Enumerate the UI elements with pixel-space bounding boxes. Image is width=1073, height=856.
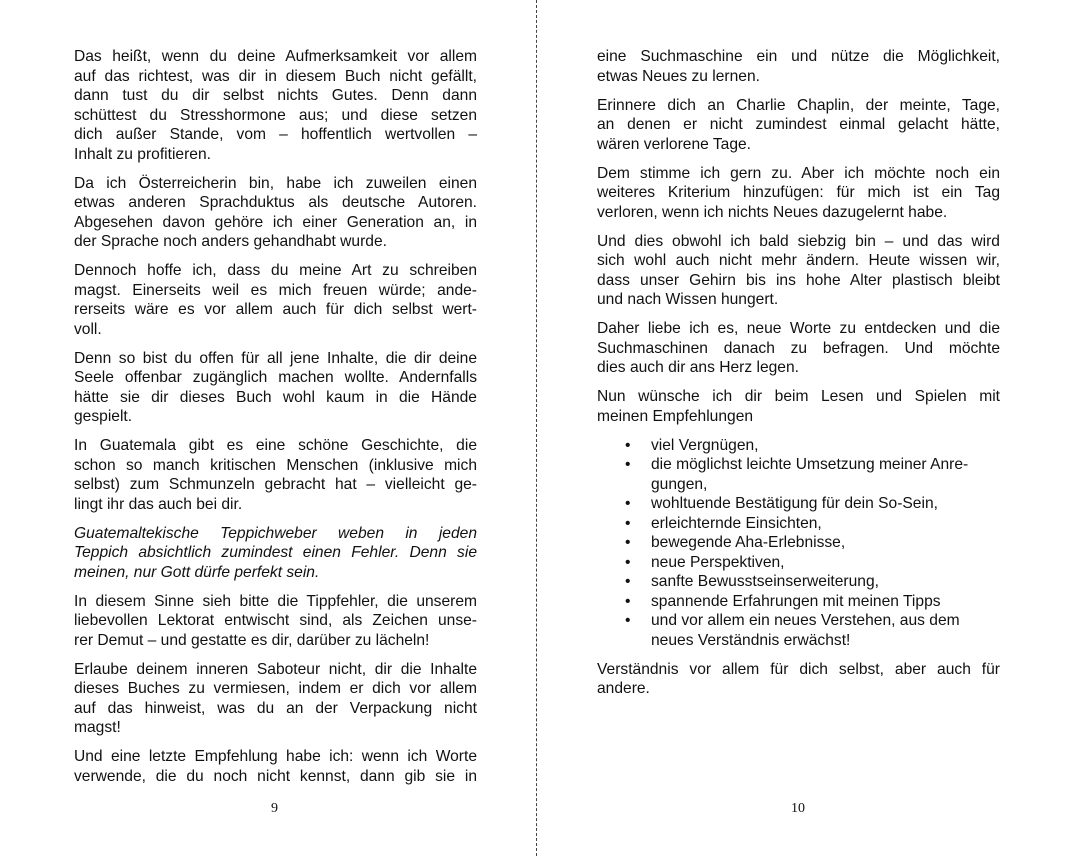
bullet-icon: • bbox=[625, 612, 631, 629]
paragraph bbox=[74, 349, 477, 427]
text-line: Guatemaltekische Teppichweber weben in jeden bbox=[74, 524, 477, 542]
text-line: und vor allem ein neues Verstehen, aus dem bbox=[651, 612, 960, 629]
bullet-icon: • bbox=[625, 573, 631, 590]
quote-paragraph bbox=[74, 524, 477, 583]
text-line: Abgesehen davon gehöre ich einer Generation an, in bbox=[74, 213, 477, 231]
text-line: dies auch dir ans Herz legen. bbox=[597, 359, 799, 376]
text-line: neues Verständnis erwächst! bbox=[651, 631, 851, 649]
list-item bbox=[597, 553, 1000, 573]
text-line: Da ich Österreicherin bin, habe ich zuweilen einen bbox=[74, 174, 477, 192]
text-line: weiteres Kriterium hinzufügen: für mich ist ein Tag bbox=[597, 184, 1000, 201]
text-line: verwende, die du noch nicht kennst, dann gib sie in bbox=[74, 767, 477, 785]
paragraph bbox=[74, 747, 477, 786]
text-line: die möglichst leichte Umsetzung meiner Anre- bbox=[651, 456, 969, 473]
paragraph bbox=[74, 174, 477, 252]
paragraph bbox=[597, 660, 1000, 699]
bullet-list bbox=[597, 436, 1000, 651]
text-line: In Guatemala gibt es eine schöne Geschichte, die bbox=[74, 437, 477, 454]
paragraph bbox=[74, 660, 477, 738]
text-line: und nach Wissen hungert. bbox=[597, 291, 779, 308]
text-line: meinen, nur Gott dürfe perfekt sein. bbox=[74, 563, 320, 581]
text-line: gungen, bbox=[651, 475, 708, 493]
text-line: Dem stimme ich gern zu. Aber ich möchte noch ein bbox=[597, 164, 1000, 182]
text-line: hätte sie dir dieses Buch wohl kaum in die Hände bbox=[74, 388, 477, 406]
text-line: meinen Empfehlungen bbox=[597, 407, 754, 425]
paragraph bbox=[597, 47, 1000, 86]
text-line: der Sprache noch anders gehandhabt wurde. bbox=[74, 233, 387, 250]
text-line: andere. bbox=[597, 680, 650, 697]
text-line: wären verlorene Tage. bbox=[597, 135, 752, 153]
paragraph bbox=[74, 592, 477, 651]
paragraph bbox=[74, 436, 477, 514]
text-line: Denn so bist du offen für all jene Inhalte, die dir deine bbox=[74, 349, 477, 367]
text-line: dann tust du dir selbst nichts Gutes. Denn dann bbox=[74, 87, 477, 104]
text-line: In diesem Sinne sieh bitte die Tippfehler, die unserem bbox=[74, 592, 477, 610]
bullet-icon: • bbox=[625, 495, 631, 512]
list-item bbox=[597, 572, 1000, 592]
text-line: auf das richtest, was dir in diesem Buch nicht gefällt, bbox=[74, 67, 477, 85]
text-line: liebevollen Lektorat entwischt sind, als Zeichen unse- bbox=[74, 612, 477, 629]
text-line: magst. Einerseits weil es mich freuen würde; ande- bbox=[74, 281, 477, 299]
text-line: Verständnis vor allem für dich selbst, aber auch für bbox=[597, 660, 1000, 678]
text-line: etwas anderen Sprachduktus als deutsche Autoren. bbox=[74, 194, 477, 211]
list-item bbox=[597, 494, 1000, 514]
list-item bbox=[597, 436, 1000, 456]
text-line: Erinnere dich an Charlie Chaplin, der meinte, Tage, bbox=[597, 96, 1000, 114]
text-line: dieses Buches zu vermiesen, indem er dich vor allem bbox=[74, 680, 477, 697]
text-line: eine Suchmaschine ein und nütze die Möglichkeit, bbox=[597, 48, 1000, 65]
text-line: viel Vergnügen, bbox=[651, 436, 759, 454]
text-line: rerseits wäre es vor allem auch für dich selbst wert- bbox=[74, 301, 477, 318]
bullet-icon: • bbox=[625, 436, 631, 454]
text-line: dich außer Stande, vom – hoffentlich wertvollen – bbox=[74, 126, 477, 143]
page-number-left: 9 bbox=[271, 801, 278, 816]
bullet-icon: • bbox=[625, 592, 631, 610]
page-left bbox=[74, 47, 477, 796]
bullet-icon: • bbox=[625, 534, 631, 551]
text-line: etwas Neues zu lernen. bbox=[597, 67, 760, 85]
text-line: neue Perspektiven, bbox=[651, 553, 785, 571]
bullet-icon: • bbox=[625, 553, 631, 571]
paragraph bbox=[597, 232, 1000, 310]
text-line: schon so manch kritischen Menschen (inklusive mich bbox=[74, 456, 477, 474]
text-line: dass unser Gehirn bis ins hohe Alter plastisch bleibt bbox=[597, 271, 1000, 289]
text-line: Daher liebe ich es, neue Worte zu entdecken und die bbox=[597, 320, 1000, 337]
paragraph bbox=[597, 164, 1000, 223]
text-line: verloren, wenn ich nichts Neues dazugelernt habe. bbox=[597, 203, 948, 221]
text-line: magst! bbox=[74, 719, 121, 736]
page-right bbox=[597, 47, 1000, 708]
list-item bbox=[597, 533, 1000, 553]
list-item bbox=[597, 514, 1000, 534]
text-line: auf das hinweist, was du an der Verpackung nicht bbox=[74, 699, 477, 717]
text-line: Seele offenbar zugänglich machen wollte. Andernfalls bbox=[74, 369, 477, 386]
paragraph bbox=[597, 319, 1000, 378]
text-line: voll. bbox=[74, 320, 102, 338]
text-line: Suchmaschinen danach zu befragen. Und möchte bbox=[597, 339, 1000, 357]
text-line: gespielt. bbox=[74, 408, 133, 425]
text-line: Dennoch hoffe ich, dass du meine Art zu schreiben bbox=[74, 262, 477, 279]
text-line: selbst) zum Schmunzeln gebracht hat – vielleicht ge- bbox=[74, 476, 477, 493]
paragraph bbox=[74, 261, 477, 339]
text-line: Erlaube deinem inneren Saboteur nicht, dir die Inhalte bbox=[74, 660, 477, 678]
text-line: Inhalt zu profitieren. bbox=[74, 145, 211, 163]
bullet-icon: • bbox=[625, 456, 631, 473]
text-line: bewegende Aha-Erlebnisse, bbox=[651, 534, 846, 551]
text-line: an denen er nicht zumindest einmal gelacht hätte, bbox=[597, 116, 1000, 133]
text-line: lingt ihr das auch bei dir. bbox=[74, 495, 243, 513]
list-item bbox=[597, 611, 1000, 650]
text-line: Nun wünsche ich dir beim Lesen und Spielen mit bbox=[597, 388, 1000, 405]
text-line: erleichternde Einsichten, bbox=[651, 514, 822, 532]
paragraph bbox=[74, 47, 477, 164]
text-line: schüttest du Stresshormone aus; und diese setzen bbox=[74, 106, 477, 124]
text-line: sanfte Bewusstseinserweiterung, bbox=[651, 573, 879, 590]
bullet-icon: • bbox=[625, 514, 631, 532]
paragraph bbox=[597, 387, 1000, 426]
page-number-right: 10 bbox=[791, 801, 805, 816]
list-item bbox=[597, 455, 1000, 494]
page-gutter-divider bbox=[536, 0, 537, 856]
text-line: spannende Erfahrungen mit meinen Tipps bbox=[651, 592, 941, 610]
text-line: rer Demut – und gestatte es dir, darüber zu lächeln! bbox=[74, 631, 430, 649]
text-line: Teppich absichtlich zumindest einen Fehler. Denn sie bbox=[74, 544, 477, 561]
text-line: Das heißt, wenn du deine Aufmerksamkeit vor allem bbox=[74, 48, 477, 65]
paragraph bbox=[597, 96, 1000, 155]
text-line: wohltuende Bestätigung für dein So-Sein, bbox=[651, 495, 938, 512]
text-line: sich wohl auch nicht mehr ändern. Heute wissen wir, bbox=[597, 252, 1000, 269]
text-line: Und dies obwohl ich bald siebzig bin – und das wird bbox=[597, 232, 1000, 250]
text-line: Und eine letzte Empfehlung habe ich: wenn ich Worte bbox=[74, 748, 477, 765]
list-item bbox=[597, 592, 1000, 612]
